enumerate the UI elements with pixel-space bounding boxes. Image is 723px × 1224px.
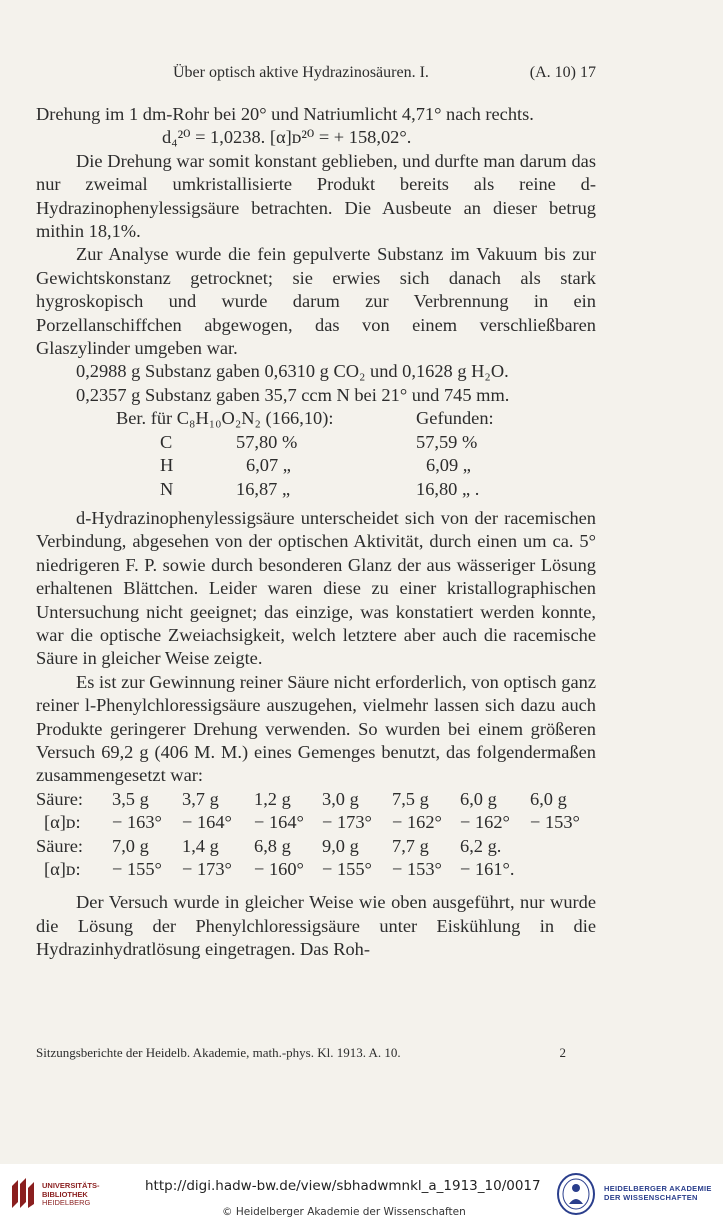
- running-header: [36, 64, 596, 84]
- combustion-result-2: 0,2357 g Substanz gaben 35,7 ccm N bei 21° und 745 mm.: [76, 384, 510, 405]
- paragraph-rotation: Drehung im 1 dm-Rohr bei 20° und Natriumlicht 4,71° nach rechts.: [36, 104, 534, 124]
- library-name-line-1: UNIVERSITÄTS-: [42, 1181, 100, 1190]
- acid-value: 1,2 g: [254, 788, 291, 809]
- acid-value: 3,7 g: [182, 788, 219, 809]
- rotation-value: − 160°: [254, 859, 304, 879]
- footer-citation: Sitzungsberichte der Heidelb. Akademie, math.-phys. Kl. 1913. A. 10.: [36, 1045, 401, 1060]
- academy-seal-icon[interactable]: [556, 1172, 596, 1216]
- mixture-rotation-row-2: [36, 858, 596, 881]
- academy-name-line-2: DER WISSENSCHAFTEN: [604, 1193, 698, 1202]
- rotation-value: − 164°: [254, 812, 304, 833]
- mixture-acid-row-1: [36, 788, 596, 811]
- footer-page-number: 2: [559, 1045, 566, 1060]
- element-n: N: [160, 478, 174, 499]
- mixture-rotation-row-1: [36, 811, 596, 834]
- rotation-value: − 161°.: [460, 859, 515, 879]
- calc-n: 16,87 „: [236, 478, 291, 499]
- calc-h: 6,07 „: [246, 455, 291, 476]
- academy-name[interactable]: [604, 1184, 712, 1202]
- rotation-value: − 164°: [182, 812, 232, 833]
- calc-label: Ber. für C₈H₁₀O₂N₂ (166,10):: [116, 408, 334, 429]
- acid-value: 3,5 g: [112, 788, 149, 809]
- paragraph-procedure: Der Versuch wurde in gleicher Weise wie oben ausgeführt, nur wurde die Lösung der Phenylchloressigsäure unter Eiskühlung in die Hydrazinhydratlösung eingetragen. Das Roh-: [36, 892, 596, 960]
- acid-value: 7,5 g: [392, 788, 429, 809]
- permalink-url[interactable]: http://digi.hadw-bw.de/view/sbhadwmnkl_a_1913_10/0017: [145, 1178, 541, 1194]
- combustion-result-1: 0,2988 g Substanz gaben 0,6310 g CO₂ und 0,1628 g H₂O.: [76, 361, 509, 382]
- found-c: 57,59 %: [416, 431, 478, 452]
- rotation-value: − 155°: [112, 859, 162, 879]
- element-c: C: [160, 431, 173, 452]
- rotation-value: − 163°: [112, 812, 162, 833]
- paragraph-properties: d-Hydrazinophenylessigsäure unterscheidet sich von der racemischen Verbindung, abgesehen von der optischen Aktivität, durch einen um ca. 5° niedrigeren F. P. sowie durch besonderen Glanz der aus wässeriger Lösung erhaltenen Blättchen. Leider waren diese zu einer kristallographischen Untersuchung nicht geeignet; das einzige, was konstatiert werden konnte, war die optische Zweiachsigkeit, welch letztere aber auch die racemische Säure in gleicher Weise zeigte.: [36, 507, 596, 669]
- acid-label: Säure:: [36, 835, 83, 856]
- acid-value: 6,8 g: [254, 835, 291, 856]
- acid-value: 6,0 g: [530, 788, 567, 809]
- found-h: 6,09 „: [426, 455, 471, 476]
- acid-value: 9,0 g: [322, 835, 359, 856]
- rotation-value: − 162°: [392, 812, 442, 833]
- copyright-notice: © Heidelberger Akademie der Wissenschaften: [222, 1206, 466, 1218]
- paragraph-constancy: Die Drehung war somit konstant geblieben, und durfte man darum das nur zweimal umkristallisierte Produkt bereits als reine d-Hydrazinophenylessigsäure betrachten. Die Ausbeute an dieser betrug mithin 18,1%.: [36, 150, 596, 242]
- academy-name-line-1: HEIDELBERGER AKADEMIE: [604, 1184, 712, 1193]
- acid-value: 6,2 g.: [460, 835, 502, 856]
- rotation-value: − 173°: [322, 812, 372, 833]
- found-n: 16,80 „ .: [416, 478, 480, 499]
- analysis-table: [116, 407, 596, 501]
- element-h: H: [160, 455, 174, 476]
- acid-value: 7,7 g: [392, 835, 429, 856]
- calc-c: 57,80 %: [236, 431, 298, 452]
- density-rotation-formula: d₄²⁰ = 1,0238. [α]ᴅ²⁰ = + 158,02°.: [162, 127, 412, 148]
- rotation-value: − 153°: [392, 859, 442, 879]
- rotation-value: − 162°: [460, 812, 510, 833]
- university-library-logo-icon[interactable]: [8, 1178, 38, 1210]
- paragraph-mixture: Es ist zur Gewinnung reiner Säure nicht erforderlich, von optisch ganz reiner l-Phenylchloressigsäure auszugehen, vielmehr lassen sich dazu auch Produkte geringerer Drehung verwenden. So wurden bei einem größeren Versuch 69,2 g (406 M. M.) eines Gemenges benutzt, das folgendermaßen zusammengesetzt war:: [36, 671, 596, 786]
- rotation-value: − 173°: [182, 859, 232, 879]
- acid-value: 6,0 g: [460, 788, 497, 809]
- page-folio: (A. 10) 17: [529, 64, 596, 81]
- acid-value: 7,0 g: [112, 835, 149, 856]
- body-text: [36, 103, 596, 962]
- library-name[interactable]: [42, 1182, 100, 1208]
- found-label: Gefunden:: [416, 408, 494, 429]
- paragraph-analysis: Zur Analyse wurde die fein gepulverte Substanz im Vakuum bis zur Gewichtskonstanz getrocknet; sie erwies sich danach als stark hygroskopisch und wurde darum zur Verbrennung in ein Porzellanschiffchen abgewogen, das von einem verschließbaren Glaszylinder umgeben war.: [36, 244, 596, 359]
- rotation-label: [α]ᴅ:: [44, 812, 81, 833]
- running-title: Über optisch aktive Hydrazinosäuren. I.: [173, 64, 429, 81]
- mixture-acid-row-2: [36, 835, 596, 858]
- library-name-line-2: BIBLIOTHEK: [42, 1189, 88, 1199]
- rotation-label: [α]ᴅ:: [44, 859, 81, 879]
- acid-label: Säure:: [36, 788, 83, 809]
- library-name-line-3: HEIDELBERG: [42, 1198, 91, 1208]
- digitization-bar: [0, 1164, 723, 1224]
- page-footer: [36, 1045, 566, 1061]
- rotation-value: − 155°: [322, 859, 372, 879]
- rotation-value: − 153°: [530, 812, 580, 833]
- acid-value: 3,0 g: [322, 788, 359, 809]
- acid-value: 1,4 g: [182, 835, 219, 856]
